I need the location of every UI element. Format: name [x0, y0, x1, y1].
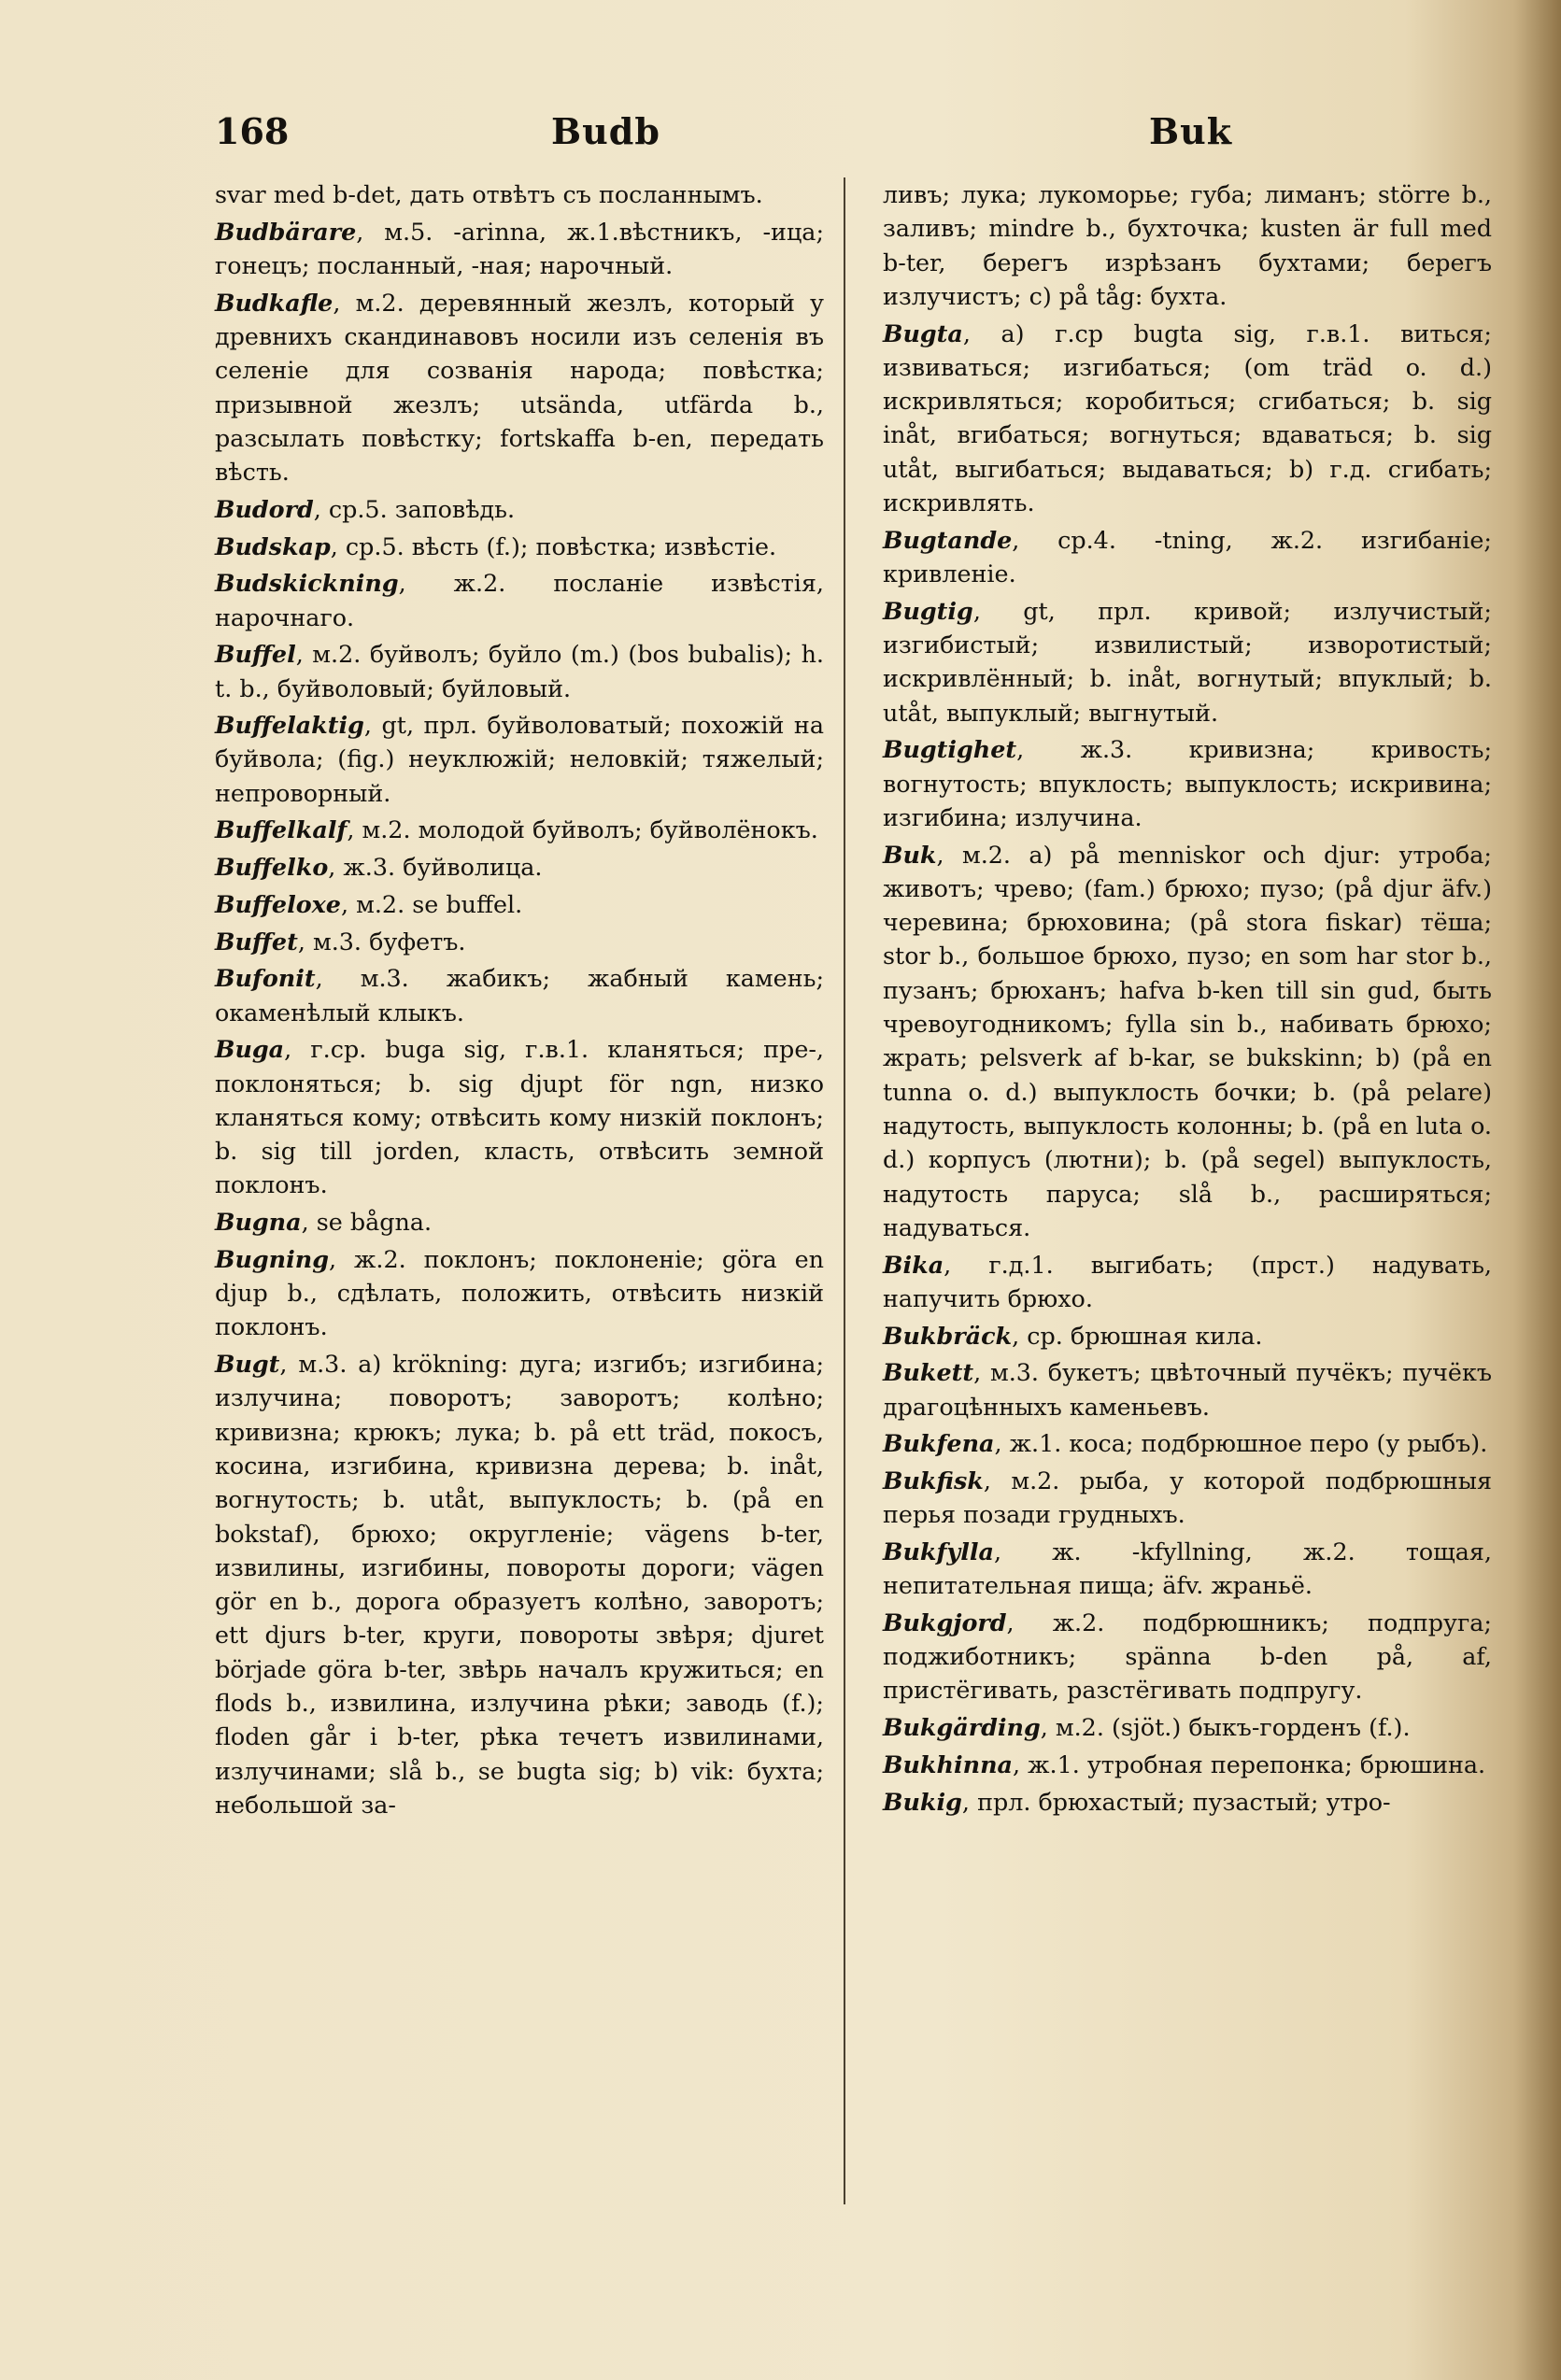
page-header	[215, 110, 1485, 166]
entry-buffelko: Buffelko, ж.3. буйволица.	[215, 853, 543, 882]
entry-bukfisk: Bukfisk, м.2. рыба, у которой подбрюшныя перья позади грудныхъ.	[883, 1466, 1492, 1529]
entry-budskickning: Budskickning, ж.2. посланіе извѣстія, нарочнаго.	[215, 569, 824, 631]
entry-bufonit: Bufonit, м.3. жабикъ; жабный камень; окаменѣлый клыкъ.	[215, 964, 824, 1027]
headword: Bugtighet	[883, 735, 1017, 764]
headword: Bukfisk	[883, 1466, 984, 1495]
entry-budord: Budord, ср.5. заповѣдь.	[215, 494, 516, 523]
column-divider	[844, 177, 845, 2204]
entry-bukfylla: Bukfylla, ж. -kfyllning, ж.2. тощая, непитательная пища; äfv. жраньё.	[883, 1537, 1492, 1600]
entry-budskap: Budskap, ср.5. вѣсть (f.); повѣстка; извѣстіе.	[215, 531, 777, 560]
headword: Buffelaktig	[215, 711, 364, 740]
headword: Budskap	[215, 531, 331, 560]
headword: Bugta	[883, 319, 963, 347]
headword: Buffeloxe	[215, 889, 341, 918]
headword: Budbärare	[215, 217, 357, 246]
headword: Bufonit	[215, 964, 316, 993]
entry-bika: Bika, г.д.1. выгибать; (прст.) надувать, напучить брюхо.	[883, 1250, 1492, 1312]
entry-bukig: Bukig, прл. брюхастый; пузастый; утро-	[883, 1787, 1391, 1816]
headword: Buk	[883, 840, 937, 869]
headword: Bugning	[215, 1244, 329, 1273]
entry-bugtighet: Bugtighet, ж.3. кривизна; кривость; вогнутость; впуклость; выпуклость; искривина; изгибина; излучина.	[883, 735, 1492, 831]
headword: Buffelkalf	[215, 815, 348, 844]
entry-budkafle: Budkafle, м.2. деревянный жезлъ, который у древнихъ скандинавовъ носили изъ селенія въ селеніе для созванія народа; повѣстка; призывной жезлъ; utsända, utfärda b., разсылать повѣстку; fortskaffa b-en, передать вѣсть.	[215, 288, 824, 487]
entry-bukgjord: Bukgjord, ж.2. подбрюшникъ; подпруга; поджиботникъ; spänna b-den på, af, пристёгивать, разстёгивать подпругу.	[883, 1608, 1492, 1705]
page-number: 168	[215, 110, 290, 152]
headword: Bugna	[215, 1208, 302, 1237]
entry-buffel: Buffel, м.2. буйволъ; буйло (m.) (bos bubalis); h. t. b., буйволовый; буйловый.	[215, 640, 824, 702]
left-column	[215, 177, 824, 1825]
headword: Bika	[883, 1250, 944, 1279]
headword: Bukfylla	[883, 1537, 994, 1565]
headword: Bugt	[215, 1350, 280, 1379]
headword: Buffelko	[215, 853, 329, 882]
entry-buffeloxe: Buffeloxe, м.2. se buffel.	[215, 889, 523, 918]
entry-continuation: ливъ; лука; лукоморье; губа; лиманъ; större b., заливъ; mindre b., бухточка; kusten är full med b-ter, берегъ изрѣзанъ бухтами; берегъ излучистъ; c) på tåg: бухта.	[883, 180, 1492, 310]
headword: Buffet	[215, 927, 298, 956]
headword: Bukgärding	[883, 1713, 1041, 1742]
headword: Budskickning	[215, 569, 399, 598]
entry-bugning: Bugning, ж.2. поклонъ; поклоненіе; göra en djup b., сдѣлать, положить, отвѣсить низкій поклонъ.	[215, 1244, 824, 1341]
headword: Buga	[215, 1035, 285, 1064]
headword: Bukett	[883, 1358, 974, 1387]
right-guide-word: Buk	[1149, 110, 1233, 152]
headword: Buffel	[215, 640, 296, 669]
entry-buffelkalf: Buffelkalf, м.2. молодой буйволъ; буйволёнокъ.	[215, 815, 818, 844]
entry-buk: Buk, м.2. a) på menniskor och djur: утроба; животъ; чрево; (fam.) брюхо; пузо; (på djur äfv.) черевина; брюховина; (på stora fiskar) тёша; stor b., большое брюхо, пузо; en som har stor b., пузанъ; брюханъ; hafva b-ken till sin gud, быть чревоугодникомъ; fylla sin b., набивать брюхо; жрать; pelsverk af b-kar, se bukskinn; b) (på en tunna o. d.) выпуклость бочки; b. (på pelare) надутость, выпуклость колонны; b. (på en luta o. d.) корпусъ (лютни); b. (på segel) выпуклость, надутость паруса; slå b., расширяться; надуваться.	[883, 840, 1492, 1241]
headword: Budkafle	[215, 288, 333, 317]
headword: Budord	[215, 494, 314, 523]
headword: Bukig	[883, 1787, 962, 1816]
entry-bukett: Bukett, м.3. букетъ; цвѣточный пучёкъ; пучёкъ драгоцѣнныхъ каменьевъ.	[883, 1358, 1492, 1421]
entry-bugtig: Bugtig, gt, прл. кривой; излучистый; изгибистый; извилистый; изворотистый; искривлённый; b. inåt, вогнутый; впуклый; b. utåt, выпуклый; выгнутый.	[883, 596, 1492, 727]
headword: Bukhinna	[883, 1750, 1013, 1778]
headword: Bukfena	[883, 1429, 995, 1458]
headword: Bukgjord	[883, 1608, 1007, 1636]
right-column	[883, 177, 1492, 1821]
entry-bukhinna: Bukhinna, ж.1. утробная перепонка; брюшина.	[883, 1750, 1486, 1778]
entry-bukfena: Bukfena, ж.1. коса; подбрюшное перо (у рыбъ).	[883, 1429, 1488, 1458]
left-guide-word: Budb	[551, 110, 660, 152]
entry-bugna: Bugna, se bågna.	[215, 1208, 433, 1237]
entry-bukbrack: Bukbräck, ср. брюшная кила.	[883, 1321, 1263, 1350]
entry-bukgarding: Bukgärding, м.2. (sjöt.) быкъ-горденъ (f.).	[883, 1713, 1411, 1742]
entry-continuation: svar med b-det, дать отвѣтъ съ посланнымъ.	[215, 180, 763, 208]
entry-bugtande: Bugtande, ср.4. -tning, ж.2. изгибаніе; кривленіе.	[883, 525, 1492, 588]
entry-bugta: Bugta, a) г.ср bugta sig, г.в.1. виться; извиваться; изгибаться; (om träd o. d.) искривляться; коробиться; сгибаться; b. sig inåt, вгибаться; вогнуться; вдаваться; b. sig utåt, выгибаться; выдаваться; b) г.д. сгибать; искривлять.	[883, 319, 1492, 517]
entry-buffelaktig: Buffelaktig, gt, прл. буйволоватый; похожій на буйвола; (fig.) неуклюжій; неловкій; тяжелый; непроворный.	[215, 711, 824, 807]
headword: Bugtig	[883, 596, 973, 625]
entry-bugt: Bugt, м.3. a) krökning: дуга; изгибъ; изгибина; излучина; поворотъ; заворотъ; колѣно; кривизна; крюкъ; лука; b. på ett träd, покосъ, косина, изгибина, кривизна дерева; b. inåt, вогнутость; b. utåt, выпуклость; b. (på en bokstaf), брюхо; округленіе; vägens b-ter, извилины, изгибины, повороты дороги; vägen gör en b., дорога образуетъ колѣно, заворотъ; ett djurs b-ter, круги, повороты звѣря; djuret började göra b-ter, звѣрь началъ кружиться; en flods b., извилина, излучина рѣки; заводь (f.); floden går i b-ter, рѣка течетъ извилинами, излучинами; slå b., se bugta sig; b) vik: бухта; небольшой за-	[215, 1350, 824, 1819]
entry-buffet: Buffet, м.3. буфетъ.	[215, 927, 466, 956]
entry-buga: Buga, г.ср. buga sig, г.в.1. кланяться; пре-, поклоняться; b. sig djupt för ngn, низко кланяться кому; отвѣсить кому низкій поклонъ; b. sig till jorden, класть, отвѣсить земной поклонъ.	[215, 1035, 824, 1199]
entry-budbarare: Budbärare, м.5. -arinna, ж.1.вѣстникъ, -ица; гонецъ; посланный, -ная; нарочный.	[215, 217, 824, 279]
headword: Bugtande	[883, 525, 1013, 554]
headword: Bukbräck	[883, 1321, 1013, 1350]
